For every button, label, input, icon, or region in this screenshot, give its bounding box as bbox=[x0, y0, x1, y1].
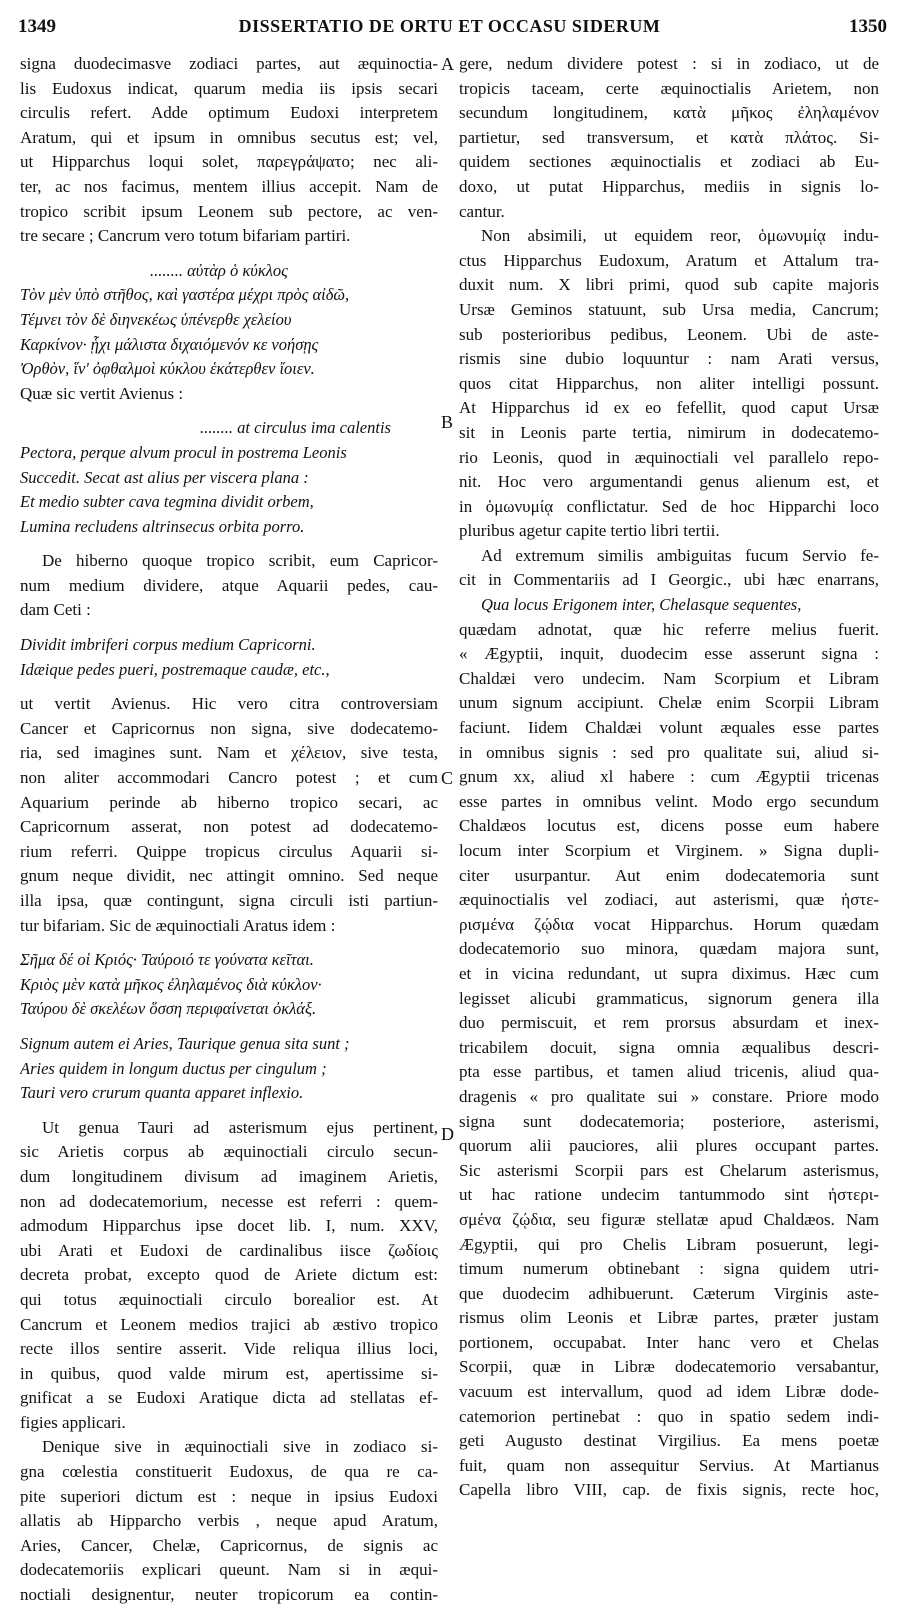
text-line: in quibus, quod valde mirum est, apertissime si- bbox=[20, 1363, 438, 1383]
text-line: in ὁμωνυμίᾳ conflictatur. Sed de hoc Hipparchi loco bbox=[459, 496, 879, 516]
line-gap bbox=[20, 539, 438, 549]
text-line: partietur, sed transversum, et κατὰ πλάτος. Si- bbox=[459, 127, 879, 147]
text-line: Καρκίνον· ᾗχι μάλιστα διχαιόμενόν κε νοήσῃς bbox=[20, 334, 319, 354]
text-line: Capella libro VIII, cap. de fixis signis, recte hoc, bbox=[459, 1480, 879, 1500]
text-line: Quæ sic vertit Avienus : bbox=[20, 383, 184, 403]
margin-letter-d: D bbox=[441, 1124, 454, 1144]
text-line: Ægyptii, qui pro Chelis Libram posuerunt, legi- bbox=[459, 1234, 879, 1254]
running-title: DISSERTATIO DE ORTU ET OCCASU SIDERUM bbox=[238, 16, 661, 36]
text-line: citer usurpantur. Aut enim dodecatemoria sunt bbox=[459, 865, 879, 885]
text-line: cantur. bbox=[459, 201, 505, 221]
text-line: Aratum, qui et ipsum in omnibus secutus est; vel, bbox=[20, 127, 438, 147]
line-gap bbox=[20, 1022, 438, 1032]
text-line: gnum neque dividit, nec attingit omnino. Sed neque bbox=[20, 866, 438, 886]
text-line: Qua locus Erigonem inter, Chelasque sequentes, bbox=[481, 595, 802, 615]
text-line: ut vertit Avienus. Hic vero citra controversiam bbox=[20, 694, 438, 714]
text-line: Τέμνει τὸν δὲ διηνεκέως ὑπένερθε χελείου bbox=[20, 309, 292, 329]
text-line: doxo, ut putat Hipparchus, mediis in signis lo- bbox=[459, 176, 879, 196]
text-line: Ὀρθὸν, ἵν' ὀφθαλμοὶ κύκλου ἑκάτερθεν ἴοιεν. bbox=[20, 359, 315, 379]
text-line: rium referri. Quippe tropicus circulus Aquarii si- bbox=[20, 841, 438, 861]
text-line: fuit, quam non assequitur Servius. At Martianus bbox=[459, 1455, 879, 1475]
text-line: decreta probat, excepto quod de Ariete dictum est: bbox=[20, 1265, 438, 1285]
text-line: « Ægyptii, inquit, duodecim esse asserunt signa : bbox=[459, 644, 879, 664]
text-line: ........ αὐτὰρ ὁ κύκλος bbox=[150, 260, 288, 280]
text-line: dam Ceti : bbox=[20, 600, 91, 620]
text-line: gnum xx, aliud xl habere : cum Ægyptii tricenas bbox=[459, 767, 879, 787]
text-line: Capricornum asserat, non potest ad dodecatemo- bbox=[20, 817, 438, 837]
text-line: Aries, Cancer, Chelæ, Capricornus, de signis ac bbox=[20, 1535, 438, 1555]
text-line: admodum Hipparchus ipse docet lib. I, num. XXV, bbox=[20, 1216, 438, 1236]
text-line: lis Eudoxus indicat, quarum media iis ipsis secari bbox=[20, 78, 438, 98]
text-line: gere, nedum dividere potest : si in zodiaco, ut de bbox=[459, 54, 879, 73]
text-line: ρισμένα ζῴδια vocat Hipparchus. Horum quædam bbox=[459, 914, 879, 934]
text-line: gna cœlestia constituerit Eudoxus, de qua re ca- bbox=[20, 1462, 438, 1482]
text-line: Idæique pedes pueri, postremaque caudæ, etc., bbox=[20, 659, 330, 679]
text-line: quædam adnotat, quæ hic referre melius fuerit. bbox=[459, 619, 879, 639]
text-line: recte illos sentire asserit. Vide reliqua illius loci, bbox=[20, 1339, 438, 1359]
line-gap bbox=[20, 406, 438, 416]
text-line: dodecatemoriis explicari queunt. Nam si in æqui- bbox=[20, 1560, 438, 1580]
text-line: ubi Arati et Eudoxi de cardinalibus iisce ζωδίοις bbox=[20, 1240, 438, 1260]
text-line: tricabilem docuit, signa omnia æqualibus descri- bbox=[459, 1037, 879, 1057]
text-line: Ursæ Geminos statuunt, sub Ursa media, Cancrum; bbox=[459, 299, 879, 319]
text-line: Cancer et Capricornus non signa, sive dodecatemo- bbox=[20, 718, 438, 738]
text-line: At Hipparchus id ex eo fefellit, quod caput Ursæ bbox=[459, 398, 879, 418]
text-line: timum numerum obtinebant : signa quidem utri- bbox=[459, 1259, 879, 1279]
text-line: Lumina recludens altrinsecus orbita porro. bbox=[20, 516, 305, 536]
margin-letter-c: C bbox=[441, 768, 454, 788]
text-line: Aquarium perinde ab hiberno tropico secari, ac bbox=[20, 792, 438, 812]
text-line: num medium dividere, atque Aquarii pedes, cau- bbox=[20, 575, 438, 595]
text-line: qui totus æquinoctiali circulo borealior est. At bbox=[20, 1289, 438, 1309]
text-line: dodecatemorio suo minora, quædam majora sunt, bbox=[459, 939, 879, 959]
text-line: Et medio subter cava tegmina dividit orbem, bbox=[20, 492, 314, 512]
text-line: Sic asterismi Scorpii pars est Chelarum asterismus, bbox=[459, 1160, 879, 1180]
text-line: duxit num. X libri primi, quod sub capite majoris bbox=[459, 275, 879, 295]
text-line: locum inter Scorpium et Virginem. » Signa dupli- bbox=[459, 841, 879, 860]
text-line: in omnibus signis : sed pro qualitate sui, aliud si- bbox=[459, 742, 879, 762]
text-line: que duodecim adhibuerunt. Cæterum Virginis aste- bbox=[459, 1283, 879, 1303]
text-line: Ταύρου δὲ σκελέων ὅσση περιφαίνεται ὀκλάξ. bbox=[20, 999, 317, 1019]
text-line: quos citat Hipparchus, non aliter intelligi possunt. bbox=[459, 373, 879, 393]
text-line: Succedit. Secat ast alius per viscera plana : bbox=[20, 467, 309, 487]
text-line: Chaldæos locutus est, dicens posse eum habere bbox=[459, 816, 879, 836]
text-line: tropico scribit ipsum Leonem sub pectore, ac ven- bbox=[20, 201, 438, 221]
text-line: tre secare ; Cancrum vero totum bifariam partiri. bbox=[20, 226, 351, 246]
text-line: Signum autem ei Aries, Taurique genua sita sunt ; bbox=[20, 1033, 350, 1053]
text-line: sub posterioribus pedibus, Leonem. Ubi de aste- bbox=[459, 324, 879, 344]
text-line: tur bifariam. Sic de æquinoctiali Aratus idem : bbox=[20, 915, 336, 935]
margin-letter-b: B bbox=[441, 412, 454, 432]
text-line: σμένα ζῴδια, seu figuræ stellatæ apud Chaldæos. Nam bbox=[459, 1209, 879, 1229]
text-line: gnificat a se Eudoxi Aratique dicta ad stellatas ef- bbox=[20, 1388, 438, 1408]
text-line: rismus olim Leonis et Libræ partes, præter justam bbox=[459, 1308, 879, 1328]
text-line: De hiberno quoque tropico scribit, eum Capricor- bbox=[42, 551, 438, 571]
text-line: sit in Leonis parte tertia, nimirum in dodecatemo- bbox=[459, 422, 879, 442]
text-line: esse partes in omnibus velint. Modo ergo secundum bbox=[459, 791, 879, 811]
text-line: Denique sive in æquinoctiali sive in zodiaco si- bbox=[42, 1437, 438, 1457]
text-line: secundum longitudinem, κατὰ μῆκος ἐληλαμένον bbox=[459, 103, 879, 123]
text-line: Κριὸς μὲν κατὰ μῆκος ἐληλαμένος διὰ κύκλον· bbox=[20, 974, 322, 994]
text-line: Ut genua Tauri ad asterismum ejus pertinent, bbox=[42, 1117, 438, 1137]
text-line: non aliter accommodari Cancro potest ; et cum bbox=[20, 768, 438, 788]
text-line: Aries quidem in longum ductus per cingulum ; bbox=[20, 1058, 327, 1078]
text-line: Τὸν μὲν ὑπὸ στῆθος, καὶ γαστέρα μέχρι πρὸς αἰδῶ, bbox=[20, 285, 350, 305]
line-gap bbox=[20, 938, 438, 948]
text-line: catemorion pertinebat : quo in spatio sedem indi- bbox=[459, 1406, 879, 1426]
text-line: Σῆμα δέ οἱ Κριός· Ταύροιό τε γούνατα κεῖται. bbox=[20, 950, 314, 970]
line-gap bbox=[20, 1106, 438, 1116]
text-line: noctiali designentur, neuter tropicorum ea contin- bbox=[20, 1585, 438, 1605]
text-line: Chaldæi vero undecim. Nam Scorpium et Libram bbox=[459, 668, 879, 688]
text-line: vacuum est intervallum, quod ad idem Libræ dode- bbox=[459, 1382, 879, 1402]
line-gap bbox=[20, 623, 438, 633]
text-line: ria, sed imagines sunt. Nam et χέλειον, sive testa, bbox=[20, 743, 438, 763]
text-line: Dividit imbriferi corpus medium Capricorni. bbox=[20, 635, 316, 655]
text-line: Cancrum et Leonem medios trajici ab æstivo tropico bbox=[20, 1314, 438, 1334]
text-line: Ad extremum similis ambiguitas fucum Servio fe- bbox=[481, 545, 879, 565]
text-line: ter, ac nos facimus, mentem illius accepit. Nam de bbox=[20, 176, 438, 196]
text-line: Non absimili, ut equidem reor, ὁμωνυμίᾳ indu- bbox=[481, 226, 879, 246]
text-line: Pectora, perque alvum procul in postrema Leonis bbox=[20, 442, 347, 462]
text-line: ut hac ratione undecim tantummodo sint ἠστερι- bbox=[459, 1185, 879, 1205]
page-number-right: 1350 bbox=[849, 16, 887, 37]
text-line: portionem, occupabat. Inter hanc vero et Chelas bbox=[459, 1332, 879, 1352]
text-line: dragenis « pro qualitate sui » constare. Priore modo bbox=[459, 1086, 879, 1106]
text-line: signa duodecimasve zodiaci partes, aut æquinoctia- bbox=[20, 54, 438, 73]
text-line: illa ipsa, quæ contingunt, signa circuli isti partiun- bbox=[20, 891, 438, 910]
text-line: nit. Hoc vero argumentandi genus alienum est, et bbox=[459, 472, 879, 492]
text-line: sic Arietis corpus ab æquinoctiali circulo secun- bbox=[20, 1142, 438, 1162]
text-line: dum longitudinem divisum ad imaginem Arietis, bbox=[20, 1166, 438, 1186]
page-number-left: 1349 bbox=[18, 16, 56, 37]
text-line: quorum alii pauciores, alii plures occupant partes. bbox=[459, 1136, 879, 1156]
text-line: ut Hipparchus loqui solet, παρεγράψατο; nec ali- bbox=[20, 152, 438, 172]
text-line: legisset alicubi grammaticus, signorum genera illa bbox=[459, 988, 879, 1008]
margin-letter-a: A bbox=[441, 54, 454, 74]
text-line: circulis refert. Adde optimum Eudoxi interpretem bbox=[20, 103, 438, 123]
text-line: rio Leonis, quod in æquinoctiali vel parallelo repo- bbox=[459, 447, 879, 467]
text-line: allatis ab Hipparcho verbis , neque apud Aratum, bbox=[20, 1511, 438, 1531]
text-line: rismis sine dubio loquuntur : nam Arati versus, bbox=[459, 349, 879, 369]
text-line: pluribus agetur capite tertio libri tertii. bbox=[459, 521, 720, 541]
text-line: tropicis taceam, certe æquinoctialis Arietem, non bbox=[459, 78, 879, 98]
text-line: figies applicari. bbox=[20, 1412, 126, 1432]
running-header bbox=[0, 0, 899, 40]
text-line: pite superiori dictum est : neque in ipsius Eudoxi bbox=[20, 1486, 438, 1506]
right-column bbox=[459, 52, 879, 1503]
text-line: Tauri vero crurum quanta apparet inflexio. bbox=[20, 1083, 304, 1103]
text-line: unum signum accipiunt. Chelæ enim Scorpii Libram bbox=[459, 693, 879, 713]
line-gap bbox=[20, 682, 438, 692]
text-line: non ad dodecatemorium, necesse est referri : quem- bbox=[20, 1191, 438, 1211]
line-gap bbox=[20, 249, 438, 259]
text-line: geti Augusto destinat Virgilius. Ea mens poetæ bbox=[459, 1431, 879, 1451]
text-line: Scorpii, quæ in Libræ dodecatemorio versabantur, bbox=[459, 1357, 879, 1377]
text-line: signa sunt dodecatemoria; posteriore, asterismi, bbox=[459, 1111, 879, 1131]
text-line: ctus Hipparchus Eudoxum, Aratum et Attalum tra- bbox=[459, 250, 879, 270]
text-line: æquinoctialis vel zodiaci, aut asterismi, quæ ἠστε- bbox=[459, 890, 879, 910]
text-line: duo permiscuit, et rem prorsus absurdam et inex- bbox=[459, 1013, 879, 1033]
left-column bbox=[20, 52, 438, 1608]
text-line: cit in Commentariis ad I Georgic., ubi hæc enarrans, bbox=[459, 570, 879, 590]
text-line: quidem sectiones æquinoctialis et zodiaci ab Eu- bbox=[459, 152, 879, 172]
text-line: pta esse partibus, et tamen aliud tricenis, aliud qua- bbox=[459, 1062, 879, 1082]
text-line: et in vicina redundant, ut supra diximus. Hæc cum bbox=[459, 963, 879, 983]
text-line: ........ at circulus ima calentis bbox=[200, 418, 391, 438]
text-line: faciunt. Iidem Chaldæi volunt æquales esse partes bbox=[459, 718, 879, 738]
